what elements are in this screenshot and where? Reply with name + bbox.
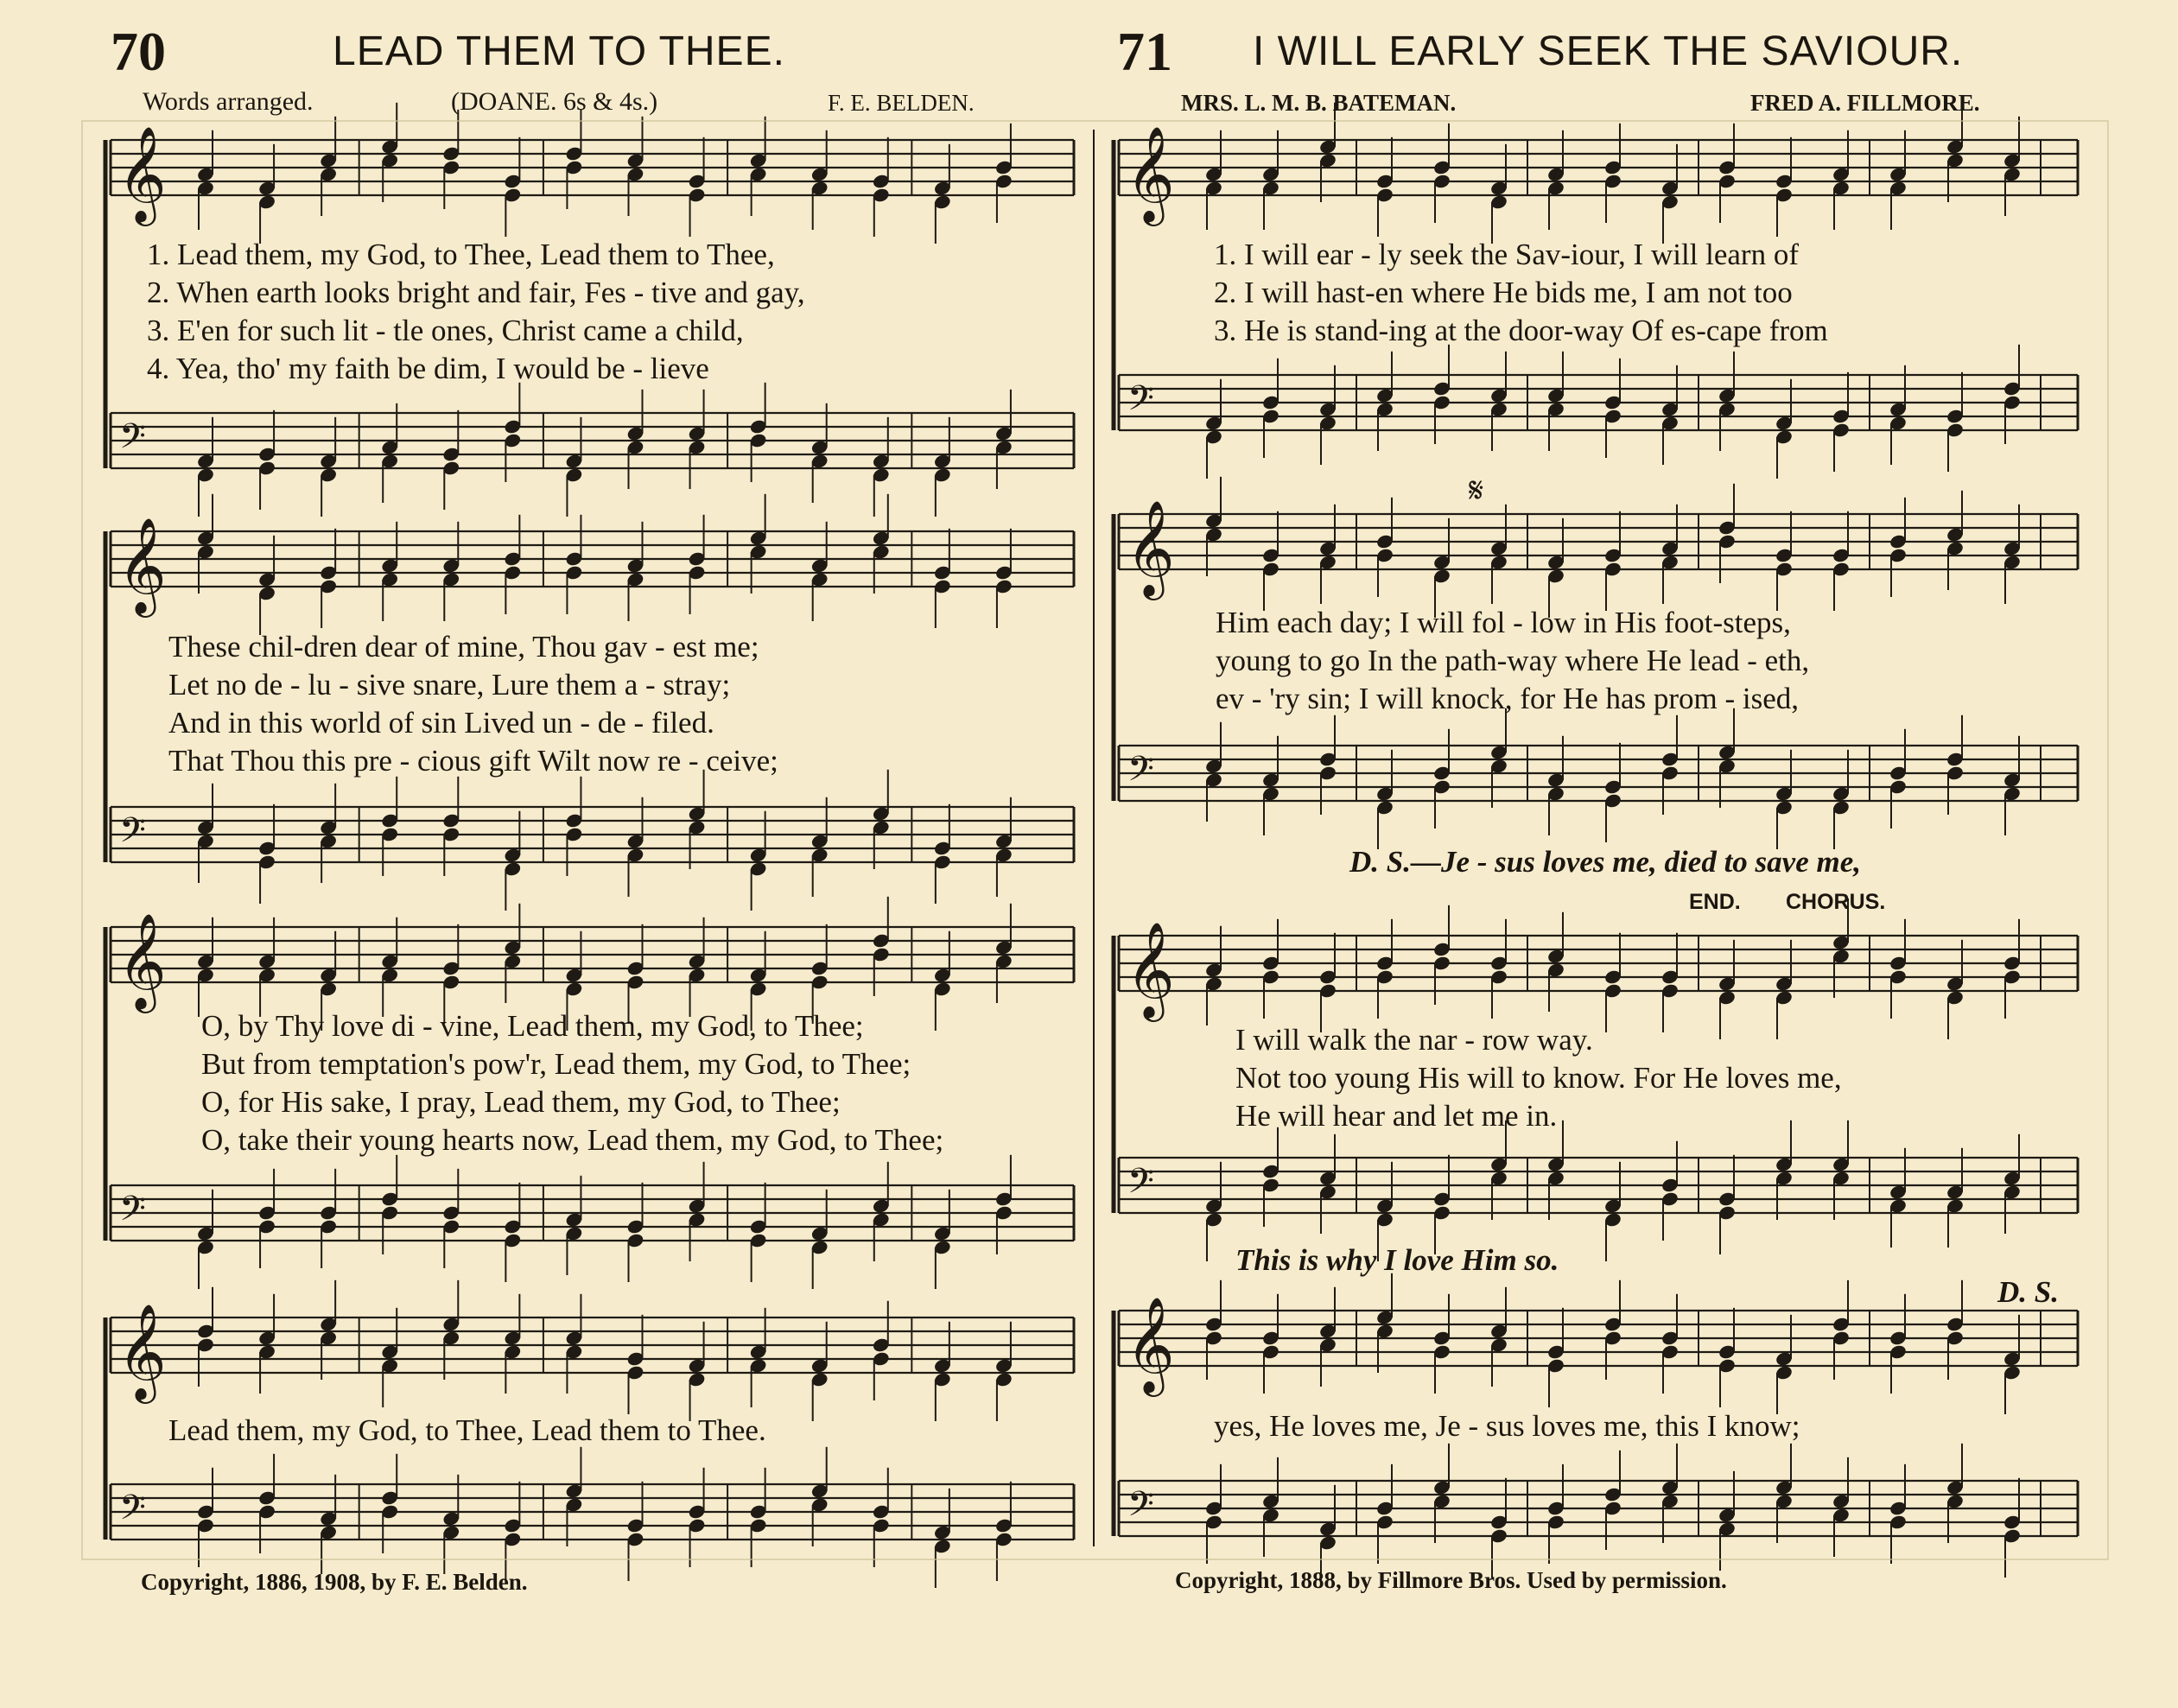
svg-text:𝄢: 𝄢 xyxy=(1127,1484,1154,1533)
svg-text:𝄢: 𝄢 xyxy=(119,810,146,859)
svg-text:𝄞: 𝄞 xyxy=(1126,921,1175,1018)
ds-mark: D. S. xyxy=(1997,1275,2059,1309)
hymn-70-words-credit: Words arranged. xyxy=(143,87,314,116)
lyric-line: O, for His sake, I pray, Lead them, my God, to Thee; xyxy=(201,1085,841,1119)
lyric-line: But from temptation's pow'r, Lead them, my God, to Thee; xyxy=(201,1047,911,1081)
lyric-line: O, by Thy love di - vine, Lead them, my God, to Thee; xyxy=(201,1009,864,1043)
svg-text:𝄞: 𝄞 xyxy=(1126,1296,1175,1393)
hymn-70-composer: F. E. BELDEN. xyxy=(828,90,975,116)
hymn-71-lyricist: MRS. L. M. B. BATEMAN. xyxy=(1181,90,1457,116)
hymn-70-tune-name: (DOANE. 6s & 4s.) xyxy=(451,87,658,116)
lyric-line: 1. I will ear - ly seek the Sav-iour, I will learn of xyxy=(1214,238,1799,271)
hymn-71-title: I WILL EARLY SEEK THE SAVIOUR. xyxy=(1253,29,1964,74)
svg-text:𝄢: 𝄢 xyxy=(1127,749,1154,797)
svg-text:𝄢: 𝄢 xyxy=(1127,1161,1154,1210)
lyric-line: Him each day; I will fol - low in His foot-steps, xyxy=(1216,606,1791,639)
svg-text:𝄢: 𝄢 xyxy=(119,416,146,465)
lyric-line: That Thou this pre - cious gift Wilt now re - ceive; xyxy=(168,744,778,778)
lyric-line: young to go In the path-way where He lead - eth, xyxy=(1216,644,1810,677)
lyric-line: 2. When earth looks bright and fair, Fes - tive and gay, xyxy=(147,276,805,309)
lyric-line: 3. E'en for such lit - tle ones, Christ came a child, xyxy=(147,314,744,347)
lyric-line: 3. He is stand-ing at the door-way Of es-cape from xyxy=(1214,314,1828,347)
svg-text:𝄞: 𝄞 xyxy=(117,517,167,613)
hymn-70-number: 70 xyxy=(111,21,166,82)
lyric-line: 2. I will hast-en where He bids me, I am not too xyxy=(1214,276,1793,309)
lyric-line: These chil-dren dear of mine, Thou gav - est me; xyxy=(168,630,759,664)
hymn-71-copyright: Copyright, 1888, by Fillmore Bros. Used by permission. xyxy=(1175,1567,1727,1593)
svg-text:𝄞: 𝄞 xyxy=(117,125,167,222)
svg-text:𝄞: 𝄞 xyxy=(117,912,167,1009)
lyric-line: I will walk the nar - row way. xyxy=(1235,1023,1593,1057)
svg-text:𝄞: 𝄞 xyxy=(1126,499,1175,596)
svg-text:𝄞: 𝄞 xyxy=(117,1303,167,1400)
lyric-line: He will hear and let me in. xyxy=(1235,1099,1558,1133)
lyric-line: Let no de - lu - sive snare, Lure them a - stray; xyxy=(168,668,731,702)
chorus-mark: CHORUS. xyxy=(1786,890,1886,914)
after-chorus-line: This is why I love Him so. xyxy=(1235,1243,1559,1277)
end-mark: END. xyxy=(1689,890,1741,914)
lyric-line: Not too young His will to know. For He loves me, xyxy=(1235,1061,1842,1095)
ds-lyric-line: D. S.—Je - sus loves me, died to save me, xyxy=(1349,845,1861,879)
hymn-70-copyright: Copyright, 1886, 1908, by F. E. Belden. xyxy=(141,1569,528,1595)
svg-text:𝄢: 𝄢 xyxy=(1127,378,1154,427)
svg-text:𝄞: 𝄞 xyxy=(1126,125,1175,222)
lyric-line: 1. Lead them, my God, to Thee, Lead them to Thee, xyxy=(147,238,775,271)
hymn-71-composer: FRED A. FILLMORE. xyxy=(1750,90,1980,116)
lyric-line: ev - 'ry sin; I will knock, for He has prom - ised, xyxy=(1216,682,1800,715)
lyric-line: yes, He loves me, Je - sus loves me, this I know; xyxy=(1214,1409,1800,1443)
hymn-71-number: 71 xyxy=(1117,21,1172,82)
lyric-line: O, take their young hearts now, Lead them, my God, to Thee; xyxy=(201,1123,944,1157)
svg-text:𝄢: 𝄢 xyxy=(119,1488,146,1536)
hymn-70-title: LEAD THEM TO THEE. xyxy=(333,29,785,74)
segno-mark: 𝄋 xyxy=(1469,471,1484,510)
lyric-line: Lead them, my God, to Thee, Lead them to Thee. xyxy=(168,1413,766,1447)
svg-text:𝄢: 𝄢 xyxy=(119,1189,146,1237)
lyric-line: And in this world of sin Lived un - de - filed. xyxy=(168,706,714,740)
lyric-line: 4. Yea, tho' my faith be dim, I would be - lieve xyxy=(147,352,709,385)
